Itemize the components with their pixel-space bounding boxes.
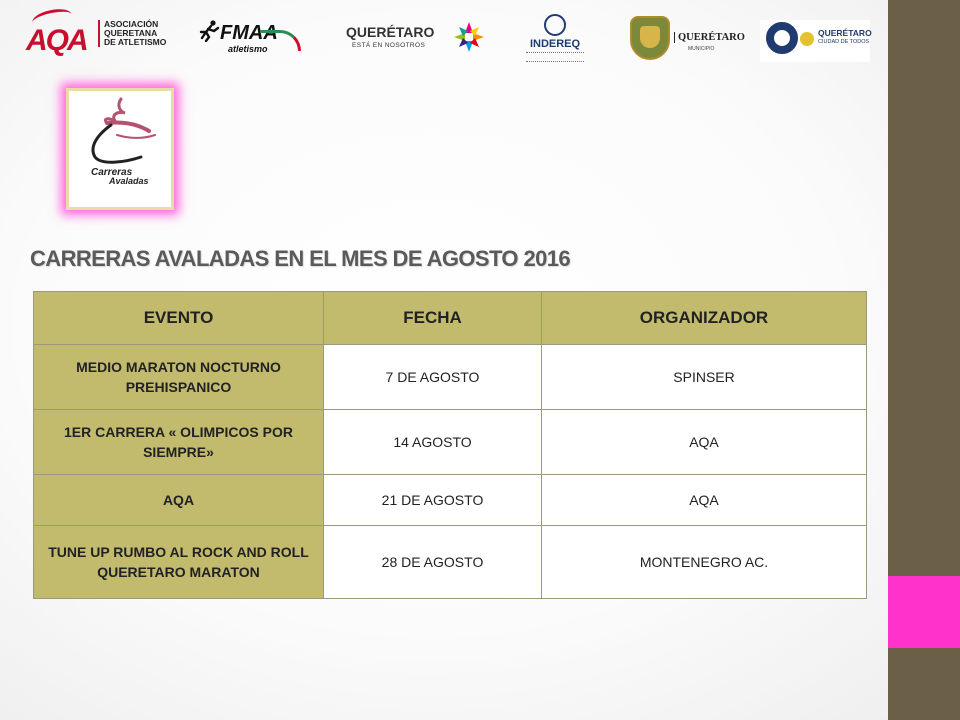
cell-organizador: AQA [542, 410, 867, 475]
queretaro-word: QUERÉTARO [346, 24, 435, 40]
runner-icon [198, 20, 220, 42]
cell-fecha: 28 DE AGOSTO [324, 526, 542, 599]
fmaa-logo [198, 12, 302, 56]
indereq-emblem-icon [544, 14, 566, 36]
aqa-logo [22, 8, 182, 56]
municipio-word: QUERÉTARO [674, 32, 745, 43]
table-header-row [34, 292, 867, 345]
indereq-word: INDEREQ [529, 38, 581, 50]
indereq-logo [520, 14, 590, 62]
cell-organizador: SPINSER [542, 345, 867, 410]
table-row [34, 410, 867, 475]
header-evento: EVENTO [34, 292, 324, 345]
ciudad-word: QUERÉTARO [818, 28, 872, 38]
cell-fecha: 7 DE AGOSTO [324, 345, 542, 410]
cell-evento: TUNE UP RUMBO AL ROCK AND ROLL QUERETARO MARATON [34, 526, 324, 599]
ciudad-logo [760, 20, 870, 62]
side-accent-block [888, 576, 960, 648]
cell-evento: 1ER CARRERA « OLIMPICOS POR SIEMPRE» [34, 410, 324, 475]
aqa-name: ASOCIACIÓN QUERETANA DE ATLETISMO [98, 20, 166, 47]
cell-organizador: MONTENEGRO AC. [542, 526, 867, 599]
header-organizador: ORGANIZADOR [542, 292, 867, 345]
table-row [34, 526, 867, 599]
fmaa-mark: FMAA [220, 22, 278, 44]
cell-evento: AQA [34, 475, 324, 526]
coat-of-arms-icon [630, 16, 670, 60]
header-fecha: FECHA [324, 292, 542, 345]
table-row [34, 345, 867, 410]
indereq-fine-print [526, 52, 584, 62]
colored-star-icon [452, 20, 486, 54]
table-row [34, 475, 867, 526]
page-title: CARRERAS AVALADAS EN EL MES DE AGOSTO 2016 [30, 246, 570, 271]
yellow-dot-icon [800, 32, 814, 46]
municipio-sub: MUNICIPIO [688, 46, 715, 52]
fmaa-sub: atletismo [228, 44, 268, 54]
runner-silhouette-icon [77, 95, 163, 167]
cell-organizador: AQA [542, 475, 867, 526]
carreras-avaladas-badge [66, 88, 174, 210]
queretaro-logo [344, 20, 490, 56]
ciudad-sub: CIUDAD DE TODOS [818, 39, 870, 45]
q-circle-icon [766, 22, 798, 54]
queretaro-slogan: ESTÁ EN NOSOTROS [352, 42, 426, 49]
badge-text-avaladas: Avaladas [109, 176, 149, 186]
cell-fecha: 14 AGOSTO [324, 410, 542, 475]
cell-evento: MEDIO MARATON NOCTURNO PREHISPANICO [34, 345, 324, 410]
municipio-logo [630, 16, 752, 62]
badge-text-carreras: Carreras [91, 167, 133, 178]
fmaa-stripe [260, 30, 301, 51]
aqa-mark: AQA [26, 24, 87, 58]
events-table [33, 291, 867, 599]
cell-fecha: 21 DE AGOSTO [324, 475, 542, 526]
